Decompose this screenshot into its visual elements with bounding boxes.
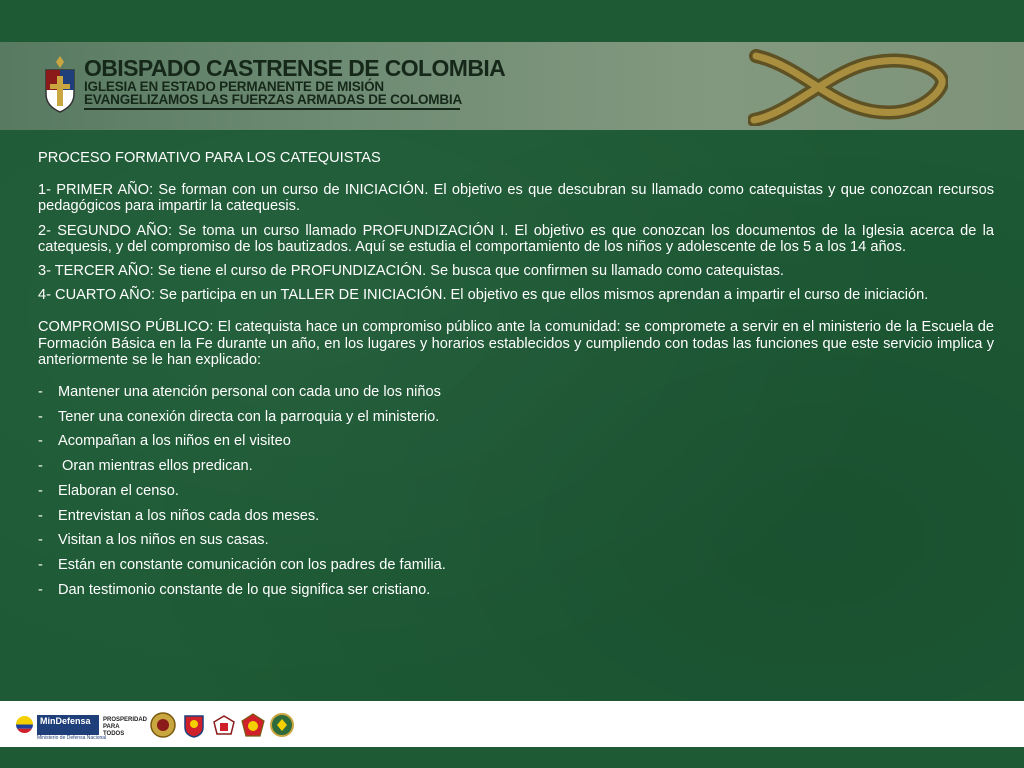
colombia-flag-icon xyxy=(16,716,33,733)
bullet-dash: - xyxy=(38,507,43,524)
list-item-text: Entrevistan a los niños cada dos meses. xyxy=(58,507,320,524)
list-item-text: Dan testimonio constante de lo que significa ser cristiano. xyxy=(58,581,431,598)
bullet-dash: - xyxy=(38,384,43,401)
commitment-list xyxy=(38,384,994,598)
bullet-dash: - xyxy=(38,458,43,475)
list-item xyxy=(38,508,994,524)
slogan-text: PROSPERIDAD PARA TODOS xyxy=(103,717,148,737)
bullet-dash: - xyxy=(38,482,43,499)
bottom-strip xyxy=(0,747,1024,768)
header-text xyxy=(84,55,506,110)
list-item xyxy=(38,532,994,548)
list-item-text: Mantener una atención personal con cada uno de los niños xyxy=(58,384,441,401)
list-item-text: Oran mientras ellos predican. xyxy=(58,458,253,475)
top-strip xyxy=(0,0,1024,42)
list-item xyxy=(38,557,994,573)
year-4-text: 4- CUARTO AÑO: Se participa en un TALLER DE INICIACIÓN. El objetivo es que ellos mismos aprendan a impartir el curso de iniciación. xyxy=(38,287,929,304)
army-seal-icon xyxy=(150,712,176,738)
navy-seal-icon xyxy=(181,712,207,738)
section-heading: PROCESO FORMATIVO PARA LOS CATEQUISTAS xyxy=(38,150,381,166)
list-item-text: Tener una conexión directa con la parroquia y el ministerio. xyxy=(58,408,440,425)
bullet-dash: - xyxy=(38,433,43,450)
bullet-dash: - xyxy=(38,408,43,425)
list-item xyxy=(38,582,994,598)
ministry-subtitle: Ministerio de Defensa Nacional xyxy=(37,735,107,741)
header-underline xyxy=(84,108,460,110)
list-item xyxy=(38,433,994,449)
commitment-text: COMPROMISO PÚBLICO: El catequista hace un compromiso público ante la comunidad: se compromete a servir en el ministerio de la Escuela de Formación Básica en la Fe durante un año, en los lugares y horarios establecidos y cumpliendo con todas las funciones que este servicio implica y anteriormente se le han explicado: xyxy=(38,319,994,368)
header-title: OBISPADO CASTRENSE DE COLOMBIA xyxy=(84,55,506,81)
military-forces-seal-icon xyxy=(269,712,295,738)
header-banner xyxy=(0,42,1024,130)
list-item-text: Están en constante comunicación con los padres de familia. xyxy=(58,556,446,573)
ichthys-fish-icon xyxy=(748,48,948,126)
list-item-text: Elaboran el censo. xyxy=(58,482,179,499)
bullet-dash: - xyxy=(38,581,43,598)
list-item xyxy=(38,483,994,499)
list-item-text: Acompañan a los niños en el visiteo xyxy=(58,433,291,450)
header-subtitle-1: IGLESIA EN ESTADO PERMANENTE DE MISIÓN xyxy=(84,79,384,94)
list-item xyxy=(38,384,994,400)
airforce-seal-icon xyxy=(211,712,237,738)
bullet-dash: - xyxy=(38,556,43,573)
ordinariate-crest-icon xyxy=(40,54,80,116)
main-content xyxy=(38,150,994,606)
year-2-text: 2- SEGUNDO AÑO: Se toma un curso llamado PROFUNDIZACIÓN I. El objetivo es que conozcan los documentos de la Iglesia acerca de la catequesis, y del compromiso de los bautizados. Aquí se estudia el comportamiento de los niños y adolescente de los 5 a los 14 años. xyxy=(38,222,994,255)
ministry-badge: MinDefensa xyxy=(37,715,99,735)
header-subtitle-2: EVANGELIZAMOS LAS FUERZAS ARMADAS DE COLOMBIA xyxy=(84,92,462,107)
footer-logos xyxy=(0,701,1024,747)
year-1-text: 1- PRIMER AÑO: Se forman con un curso de INICIACIÓN. El objetivo es que descubran su llamado como catequistas y que conozcan recursos pedagógicos para impartir la catequesis. xyxy=(38,182,994,215)
list-item-text: Visitan a los niños en sus casas. xyxy=(58,532,269,549)
list-item xyxy=(38,409,994,425)
year-3-text: 3- TERCER AÑO: Se tiene el curso de PROFUNDIZACIÓN. Se busca que confirmen su llamado como catequistas. xyxy=(38,263,784,280)
bullet-dash: - xyxy=(38,532,43,549)
list-item xyxy=(38,458,994,474)
police-seal-icon xyxy=(240,712,266,738)
